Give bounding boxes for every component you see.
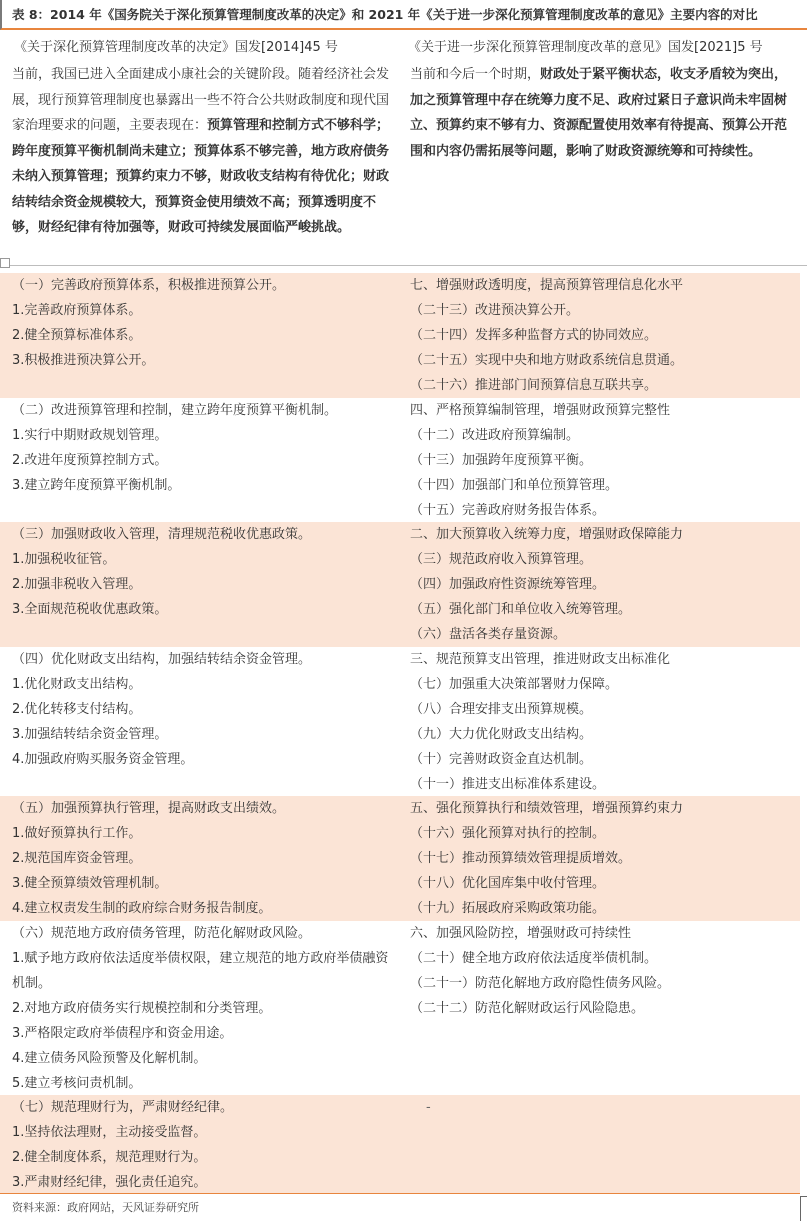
right-item: （六）盘活各类存量资源。 — [410, 627, 567, 642]
left-column-cell — [12, 1095, 398, 1195]
comparison-row — [0, 273, 800, 398]
right-item: （四）加强政府性资源统筹管理。 — [410, 577, 606, 592]
left-item: 1.实行中期财政规划管理。 — [12, 428, 168, 443]
left-column-cell — [12, 398, 398, 498]
table-anchor-mark — [0, 258, 10, 268]
right-item: （二十）健全地方政府依法适度举债机制。 — [410, 951, 658, 966]
right-item: （十六）强化预算对执行的控制。 — [410, 826, 606, 841]
left-item: 1.完善政府预算体系。 — [12, 303, 142, 318]
right-item: （九）大力优化财政支出结构。 — [410, 727, 593, 742]
right-column-cell — [410, 398, 798, 523]
left-item: 2.加强非税收入管理。 — [12, 577, 142, 592]
right-item: （七）加强重大决策部署财力保障。 — [410, 677, 619, 692]
intro-separator — [0, 265, 807, 266]
left-item: 3.严肃财经纪律，强化责任追究。 — [12, 1175, 207, 1190]
right-item: （三）规范政府收入预算管理。 — [410, 552, 593, 567]
left-item: 1.赋予地方政府依法适度举债权限，建立规范的地方政府举债融资机制。 — [12, 951, 389, 991]
left-section-heading: （二）改进预算管理和控制，建立跨年度预算平衡机制。 — [12, 403, 338, 418]
right-item: （二十二）防范化解财政运行风险隐患。 — [410, 1001, 645, 1016]
right-column-cell — [410, 522, 798, 647]
right-section-heading: 二、加大预算收入统筹力度，增强财政保障能力 — [410, 527, 684, 542]
left-item: 2.健全制度体系，规范理财行为。 — [12, 1150, 207, 1165]
left-item: 1.做好预算执行工作。 — [12, 826, 142, 841]
left-column-cell — [12, 921, 398, 1096]
right-section-heading: 六、加强风险防控，增强财政可持续性 — [410, 926, 632, 941]
left-item: 3.建立跨年度预算平衡机制。 — [12, 478, 181, 493]
right-section-heading: 四、严格预算编制管理，增强财政预算完整性 — [410, 403, 671, 418]
right-empty-dash: - — [426, 1100, 431, 1115]
left-item: 3.全面规范税收优惠政策。 — [12, 602, 168, 617]
left-item: 1.坚持依法理财，主动接受监督。 — [12, 1125, 207, 1140]
right-item: （二十五）实现中央和地方财政系统信息贯通。 — [410, 353, 684, 368]
right-column-cell — [410, 921, 798, 1021]
left-column-cell — [12, 647, 398, 772]
left-item: 2.优化转移支付结构。 — [12, 702, 142, 717]
left-item: 1.优化财政支出结构。 — [12, 677, 142, 692]
table-bottom-rule — [0, 1193, 800, 1194]
left-section-heading: （一）完善政府预算体系，积极推进预算公开。 — [12, 278, 286, 293]
corner-bracket — [800, 1196, 807, 1221]
right-item: （十二）改进政府预算编制。 — [410, 428, 580, 443]
intro-right — [410, 62, 796, 164]
comparison-row — [0, 647, 800, 796]
header-right-doc-title: 《关于进一步深化预算管理制度改革的意见》国发[2021]5 号 — [408, 40, 763, 55]
left-item: 4.加强政府购买服务资金管理。 — [12, 752, 194, 767]
right-section-heading: 三、规范预算支出管理，推进财政支出标准化 — [410, 652, 671, 667]
right-item: （十一）推进支出标准体系建设。 — [410, 777, 606, 792]
left-column-cell — [12, 273, 398, 373]
left-item: 5.建立考核问责机制。 — [12, 1076, 142, 1091]
left-column-cell — [12, 796, 398, 921]
left-section-heading: （三）加强财政收入管理，清理规范税收优惠政策。 — [12, 527, 312, 542]
right-item: （十四）加强部门和单位预算管理。 — [410, 478, 619, 493]
left-item: 1.加强税收征管。 — [12, 552, 116, 567]
left-section-heading: （六）规范地方政府债务管理，防范化解财政风险。 — [12, 926, 312, 941]
right-item: （二十四）发挥多种监督方式的协同效应。 — [410, 328, 658, 343]
right-item: （二十六）推进部门间预算信息互联共享。 — [410, 378, 658, 393]
right-item: （五）强化部门和单位收入统筹管理。 — [410, 602, 632, 617]
right-item: （八）合理安排支出预算规模。 — [410, 702, 593, 717]
left-item: 2.对地方政府债务实行规模控制和分类管理。 — [12, 1001, 272, 1016]
intro-left — [12, 62, 394, 241]
right-item: （十八）优化国库集中收付管理。 — [410, 876, 606, 891]
left-item: 2.健全预算标准体系。 — [12, 328, 142, 343]
right-column-cell — [410, 647, 798, 797]
right-item: （十七）推动预算绩效管理提质增效。 — [410, 851, 632, 866]
left-item: 2.规范国库资金管理。 — [12, 851, 142, 866]
comparison-row — [0, 921, 800, 1095]
left-item: 2.改进年度预算控制方式。 — [12, 453, 168, 468]
comparison-row — [0, 398, 800, 522]
comparison-row — [0, 522, 800, 647]
right-section-heading: 五、强化预算执行和绩效管理，增强预算约束力 — [410, 801, 684, 816]
right-item: （二十一）防范化解地方政府隐性债务风险。 — [410, 976, 671, 991]
right-section-heading: 七、增强财政透明度，提高预算管理信息化水平 — [410, 278, 684, 293]
left-column-cell — [12, 522, 398, 622]
right-item: （十）完善财政资金直达机制。 — [410, 752, 593, 767]
right-item: （十九）拓展政府采购政策功能。 — [410, 901, 606, 916]
right-column-cell — [410, 796, 798, 921]
left-section-heading: （四）优化财政支出结构，加强结转结余资金管理。 — [12, 652, 312, 667]
right-column-cell — [410, 273, 798, 398]
intro-left-bold: 预算管理和控制方式不够科学；跨年度预算平衡机制尚未建立；预算体系不够完善，地方政府债务未纳入预算管理；预算约束力不够，财政收支结构有待优化；财政结转结余资金规模较大，预算资金使用绩效不高；预算透明度不够，财经纪律有待加强等，财政可持续发展面临严峻挑战。 — [12, 118, 390, 235]
intro-right-bold: 财政处于紧平衡状态，收支矛盾较为突出，加之预算管理中存在统筹力度不足、政府过紧日子意识尚未牢固树立、预算约束不够有力、资源配置使用效率有待提高、预算公开范围和内容仍需拓展等问题，影响了财政资源统筹和可持续性。 — [410, 67, 788, 159]
left-item: 3.健全预算绩效管理机制。 — [12, 876, 168, 891]
left-item: 3.积极推进预决算公开。 — [12, 353, 155, 368]
left-section-heading: （五）加强预算执行管理，提高财政支出绩效。 — [12, 801, 286, 816]
comparison-row — [0, 796, 800, 921]
intro-right-plain: 当前和今后一个时期， — [410, 67, 541, 82]
left-item: 3.严格限定政府举债程序和资金用途。 — [12, 1026, 233, 1041]
right-item: （十五）完善政府财务报告体系。 — [410, 503, 606, 518]
right-item: （十三）加强跨年度预算平衡。 — [410, 453, 593, 468]
right-item: （二十三）改进预决算公开。 — [410, 303, 580, 318]
table-caption: 表 8：2014 年《国务院关于深化预算管理制度改革的决定》和 2021 年《关于进一步深化预算管理制度改革的意见》主要内容的对比 — [0, 0, 807, 30]
header-left-doc-title: 《关于深化预算管理制度改革的决定》国发[2014]45 号 — [14, 40, 338, 55]
intro-left-plain: 当前，我国已进入全面建成小康社会的关键阶段。随着经济社会发展，现行预算管理制度也暴露出一些不符合公共财政制度和现代国家治理要求的问题，主要表现在： — [12, 67, 390, 133]
left-item: 3.加强结转结余资金管理。 — [12, 727, 168, 742]
left-item: 4.建立权责发生制的政府综合财务报告制度。 — [12, 901, 272, 916]
comparison-row — [0, 1095, 800, 1193]
left-section-heading: （七）规范理财行为，严肃财经纪律。 — [12, 1100, 234, 1115]
left-item: 4.建立债务风险预警及化解机制。 — [12, 1051, 207, 1066]
source-note: 资料来源：政府网站，天风证券研究所 — [12, 1201, 199, 1214]
